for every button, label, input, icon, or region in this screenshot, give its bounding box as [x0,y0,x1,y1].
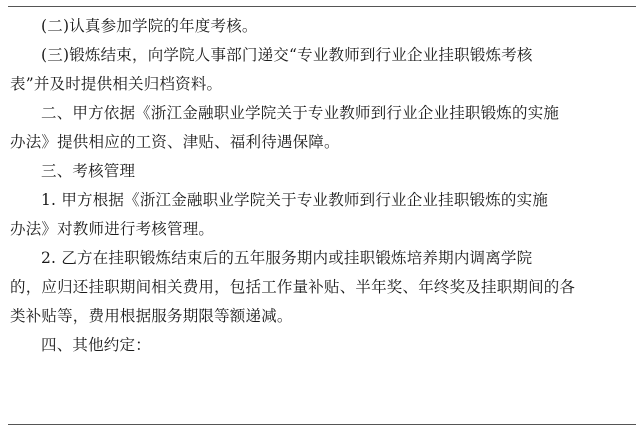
text-line: 三、考核管理 [41,162,136,180]
text-line: 四、其他约定： [41,336,151,354]
text-line: 1. 甲方根据《浙江金融职业学院关于专业教师到行业企业挂职锻炼的实施 [41,191,549,209]
paragraph-annual-assessment [10,12,636,41]
text-line: 表”并及时提供相关归档资料。 [10,75,223,93]
text-line: 2. 乙方在挂职锻炼结束后的五年服务期内或挂职锻炼培养期内调离学院 [41,249,533,267]
text-line: (二)认真参加学院的年度考核。 [41,17,258,35]
section-heading-other [10,331,636,360]
text-line: 办法》对教师进行考核管理。 [10,220,215,238]
text-line: 的，应归还挂职期间相关费用，包括工作量补贴、半年奖、年终奖及挂职期间的各 [10,278,576,296]
paragraph-submit-report [10,41,636,99]
paragraph-assessment-2 [10,244,636,331]
text-line: (三)锻炼结束，向学院人事部门递交“专业教师到行业企业挂职锻炼考核 [41,46,533,64]
paragraph-party-a-guarantee [10,99,636,157]
text-line: 办法》提供相应的工资、津贴、福利待遇保障。 [10,133,340,151]
document-body [10,12,636,360]
bottom-rule [8,424,636,425]
text-line: 类补贴等，费用根据服务期限等额递减。 [10,307,293,325]
text-line: 二、甲方依据《浙江金融职业学院关于专业教师到行业企业挂职锻炼的实施 [41,104,560,122]
paragraph-assessment-1 [10,186,636,244]
top-rule [8,6,636,7]
section-heading-assessment [10,157,636,186]
